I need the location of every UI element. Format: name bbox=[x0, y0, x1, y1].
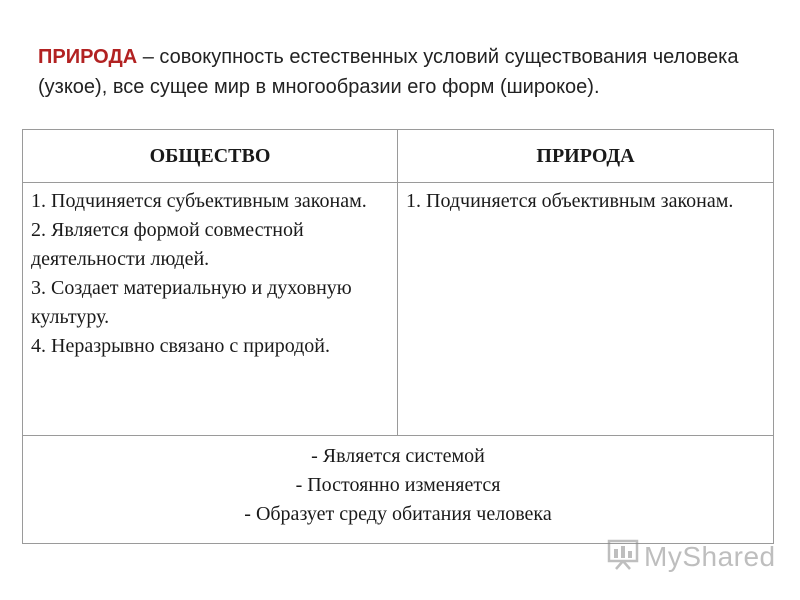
society-item: 4. Неразрывно связано с природой. bbox=[31, 335, 331, 357]
table-header-row bbox=[23, 130, 774, 183]
watermark-text: MyShared bbox=[644, 540, 776, 572]
common-item: - Является системой bbox=[311, 445, 485, 467]
table-row bbox=[23, 183, 774, 436]
presentation-board-icon bbox=[606, 537, 640, 576]
definition-text: – совокупность естественных условий существования человека (узкое), все сущее мир в многообразии его форм (широкое). bbox=[38, 46, 739, 98]
header-nature: ПРИРОДА bbox=[398, 130, 774, 183]
society-item: 1. Подчиняется субъективным законам. bbox=[31, 190, 367, 212]
table-row bbox=[23, 436, 774, 544]
common-item: - Постоянно изменяется bbox=[295, 474, 501, 496]
comparison-table bbox=[22, 129, 774, 544]
nature-cell bbox=[398, 183, 774, 436]
watermark bbox=[606, 537, 776, 576]
definition-term: ПРИРОДА bbox=[38, 46, 138, 68]
society-cell bbox=[23, 183, 398, 436]
definition-paragraph bbox=[38, 42, 778, 102]
nature-item: 1. Подчиняется объективным законам. bbox=[406, 190, 734, 212]
society-item: 3. Создает материальную и духовную культуру. bbox=[31, 277, 352, 328]
society-item: 2. Является формой совместной деятельности людей. bbox=[31, 219, 304, 270]
common-cell bbox=[23, 436, 774, 544]
header-society: ОБЩЕСТВО bbox=[23, 130, 398, 183]
common-item: - Образует среду обитания человека bbox=[244, 503, 552, 525]
